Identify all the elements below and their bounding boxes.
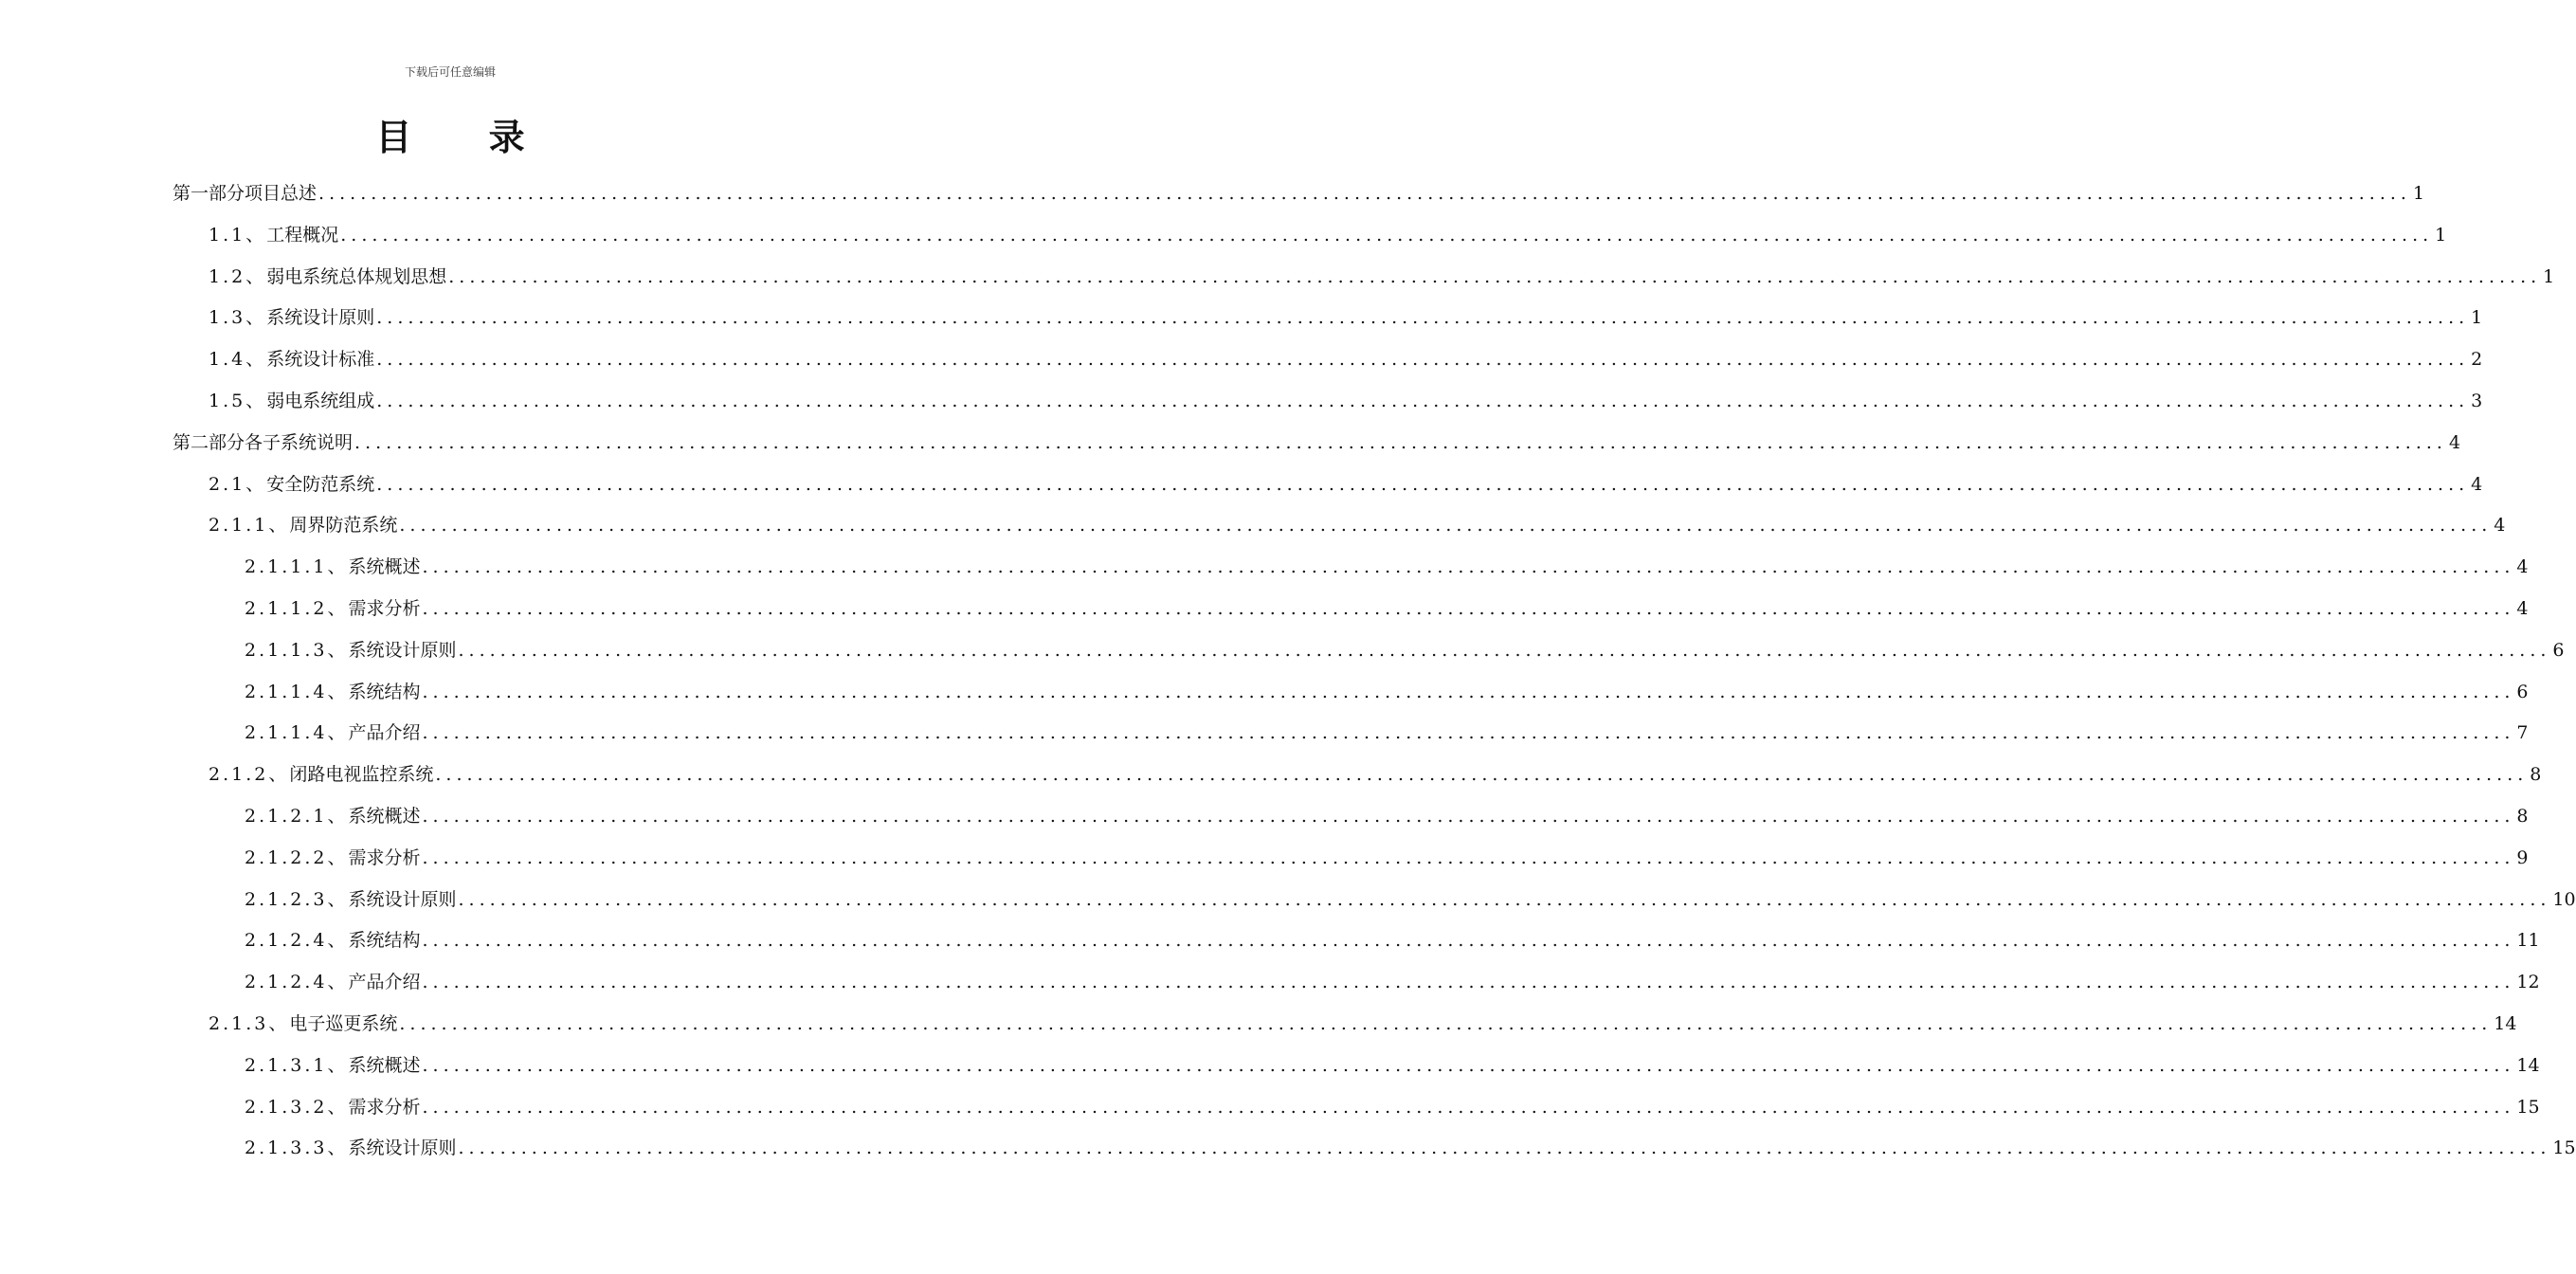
toc-entry-page: 1 <box>2543 265 2555 287</box>
toc-entry-page: 11 <box>2516 930 2540 952</box>
toc-entry-number: 2.1.2.4、 <box>245 972 349 993</box>
toc-entry-number: 第一部分 <box>172 183 245 204</box>
toc-entry-title: 需求分析 <box>348 598 421 619</box>
toc-entry-number: 1.1、 <box>209 224 267 246</box>
toc-entry-leader: ........................................................................................................................................................................................................ <box>422 1054 2515 1076</box>
toc-entry[interactable] <box>245 919 2540 961</box>
toc-entry[interactable] <box>172 173 2425 214</box>
toc-entry-page: 10 <box>2552 888 2576 910</box>
toc-entry-title: 闭路电视监控系统 <box>289 764 434 786</box>
toc-entry[interactable] <box>209 754 2542 795</box>
toc-entry-number: 2.1.3.1、 <box>245 1054 349 1076</box>
toc-entry-leader: ........................................................................................................................................................................................................ <box>448 265 2542 287</box>
toc-entry-page: 4 <box>2471 473 2483 495</box>
toc-entry-leader: ........................................................................................................................................................................................................ <box>376 349 2470 371</box>
toc-entry-title: 系统概述 <box>348 806 421 827</box>
page-title: 目 录 <box>375 117 557 158</box>
toc-entry-leader: ........................................................................................................................................................................................................ <box>422 930 2515 952</box>
toc-entry-number: 第二部分 <box>172 431 245 453</box>
toc-entry-title: 系统设计原则 <box>266 307 375 329</box>
toc-entry-leader: ........................................................................................................................................................................................................ <box>422 722 2515 744</box>
toc-entry-number: 2.1.3.3、 <box>245 1138 349 1159</box>
toc-entry-page: 8 <box>2516 806 2529 827</box>
toc-entry-page: 9 <box>2516 846 2529 868</box>
toc-entry-leader: ........................................................................................................................................................................................................ <box>458 1138 2551 1159</box>
toc-entry[interactable] <box>245 629 2565 671</box>
toc-entry[interactable] <box>245 712 2529 754</box>
toc-entry-page: 2 <box>2471 349 2483 371</box>
toc-entry[interactable] <box>245 588 2529 629</box>
toc-entry-page: 6 <box>2552 639 2565 661</box>
toc-entry-page: 6 <box>2516 681 2529 702</box>
toc-entry[interactable] <box>245 1127 2576 1169</box>
toc-entry-title: 电子巡更系统 <box>289 1013 398 1034</box>
toc-entry-title: 系统设计原则 <box>348 888 457 910</box>
toc-entry-number: 2.1.3、 <box>209 1013 290 1034</box>
toc-entry-title: 各子系统说明 <box>245 431 354 453</box>
toc-entry-number: 1.2、 <box>209 265 267 287</box>
toc-entry[interactable] <box>209 504 2506 546</box>
toc-entry[interactable] <box>209 464 2483 505</box>
toc-entry-leader: ........................................................................................................................................................................................................ <box>422 681 2515 702</box>
toc-entry-title: 弱电系统组成 <box>266 391 375 411</box>
toc-entry-number: 2.1.2.4、 <box>245 930 349 952</box>
toc-entry-number: 2.1.1.4、 <box>245 681 349 702</box>
toc-entry[interactable] <box>245 961 2540 1003</box>
toc-entry[interactable] <box>209 380 2483 422</box>
toc-entry-title: 弱电系统总体规划思想 <box>266 265 447 287</box>
toc-entry-number: 2.1.2.1、 <box>245 806 349 827</box>
toc-entry[interactable] <box>245 795 2529 837</box>
toc-entry-number: 2.1、 <box>209 473 267 495</box>
toc-entry-title: 周界防范系统 <box>289 515 398 537</box>
toc-entry-leader: ........................................................................................................................................................................................................ <box>399 515 2493 537</box>
toc-entry-leader: ........................................................................................................................................................................................................ <box>458 639 2551 661</box>
toc-entry-number: 2.1.1.3、 <box>245 639 349 661</box>
toc-entry-leader: ........................................................................................................................................................................................................ <box>422 806 2515 827</box>
toc-entry-page: 12 <box>2516 972 2540 993</box>
toc-entry[interactable] <box>209 214 2447 256</box>
toc-entry-page: 8 <box>2530 764 2542 786</box>
toc-entry-page: 4 <box>2494 515 2506 537</box>
toc-entry[interactable] <box>245 879 2576 920</box>
toc-entry[interactable] <box>245 546 2529 588</box>
toc-entry-number: 2.1.1.2、 <box>245 598 349 619</box>
toc-entry-leader: ........................................................................................................................................................................................................ <box>422 846 2515 868</box>
toc-entry-leader: ........................................................................................................................................................................................................ <box>435 764 2529 786</box>
toc-entry-page: 15 <box>2552 1138 2576 1159</box>
toc-entry-leader: ........................................................................................................................................................................................................ <box>340 224 2434 246</box>
toc-entry-page: 14 <box>2494 1013 2517 1034</box>
toc-entry-page: 1 <box>2412 183 2425 204</box>
toc-entry[interactable] <box>209 256 2555 298</box>
toc-entry-leader: ........................................................................................................................................................................................................ <box>354 431 2447 453</box>
toc-entry-title: 系统设计标准 <box>266 349 375 371</box>
header-note: 下载后可任意编辑 <box>404 65 496 79</box>
toc-entry-title: 系统设计原则 <box>348 1138 457 1159</box>
toc-entry[interactable] <box>172 422 2461 464</box>
toc-entry-leader: ........................................................................................................................................................................................................ <box>399 1013 2493 1034</box>
toc-entry[interactable] <box>245 837 2529 879</box>
toc-entry-number: 2.1.2.3、 <box>245 888 349 910</box>
toc-entry-number: 1.5、 <box>209 391 267 411</box>
toc-entry[interactable] <box>209 1003 2517 1045</box>
toc-entry-title: 需求分析 <box>348 1096 421 1118</box>
toc-entry-page: 4 <box>2516 556 2529 578</box>
toc-entry-page: 1 <box>2435 224 2447 246</box>
toc-entry-title: 安全防范系统 <box>266 473 375 495</box>
toc-entry-page: 15 <box>2516 1096 2540 1118</box>
toc-entry-page: 1 <box>2471 307 2483 329</box>
toc-entry-page: 3 <box>2471 391 2483 411</box>
toc-entry-leader: ........................................................................................................................................................................................................ <box>422 972 2515 993</box>
toc-entry-leader: ........................................................................................................................................................................................................ <box>422 598 2515 619</box>
toc-entry-number: 2.1.1.1、 <box>245 556 349 578</box>
toc-entry-title: 项目总述 <box>245 183 317 204</box>
toc-entry-leader: ........................................................................................................................................................................................................ <box>376 473 2470 495</box>
toc-entry-title: 系统设计原则 <box>348 639 457 661</box>
toc-entry-leader: ........................................................................................................................................................................................................ <box>376 391 2470 411</box>
toc-entry-page: 4 <box>2516 598 2529 619</box>
toc-entry[interactable] <box>209 338 2483 380</box>
toc-entry-number: 2.1.2、 <box>209 764 290 786</box>
toc-entry-number: 1.4、 <box>209 349 267 371</box>
toc-entry-leader: ........................................................................................................................................................................................................ <box>422 1096 2515 1118</box>
toc-entry-leader: ........................................................................................................................................................................................................ <box>422 556 2515 578</box>
toc-entry-title: 系统概述 <box>348 1054 421 1076</box>
toc-entry-title: 产品介绍 <box>348 722 421 744</box>
toc-entry-number: 2.1.1、 <box>209 515 290 537</box>
toc-entry-page: 14 <box>2516 1054 2540 1076</box>
toc-entry-title: 系统结构 <box>348 930 421 952</box>
toc-entry-title: 产品介绍 <box>348 972 421 993</box>
toc-entry-number: 1.3、 <box>209 307 267 329</box>
toc-entry-title: 需求分析 <box>348 846 421 868</box>
toc-entry[interactable] <box>245 671 2529 713</box>
toc-entry-page: 4 <box>2448 431 2461 453</box>
toc-entry-number: 2.1.2.2、 <box>245 846 349 868</box>
toc-entry-number: 2.1.1.4、 <box>245 722 349 744</box>
toc-entry-leader: ........................................................................................................................................................................................................ <box>458 888 2551 910</box>
toc-entry-page: 7 <box>2516 722 2529 744</box>
toc-entry-title: 系统结构 <box>348 681 421 702</box>
toc-entry-leader: ........................................................................................................................................................................................................ <box>376 307 2470 329</box>
toc-entry[interactable] <box>209 297 2483 338</box>
toc-entry-title: 工程概况 <box>266 224 339 246</box>
toc-entry[interactable] <box>245 1045 2540 1086</box>
toc-entry-number: 2.1.3.2、 <box>245 1096 349 1118</box>
toc-entry-leader: ........................................................................................................................................................................................................ <box>318 183 2411 204</box>
toc-entry-title: 系统概述 <box>348 556 421 578</box>
toc-entry[interactable] <box>245 1086 2540 1128</box>
